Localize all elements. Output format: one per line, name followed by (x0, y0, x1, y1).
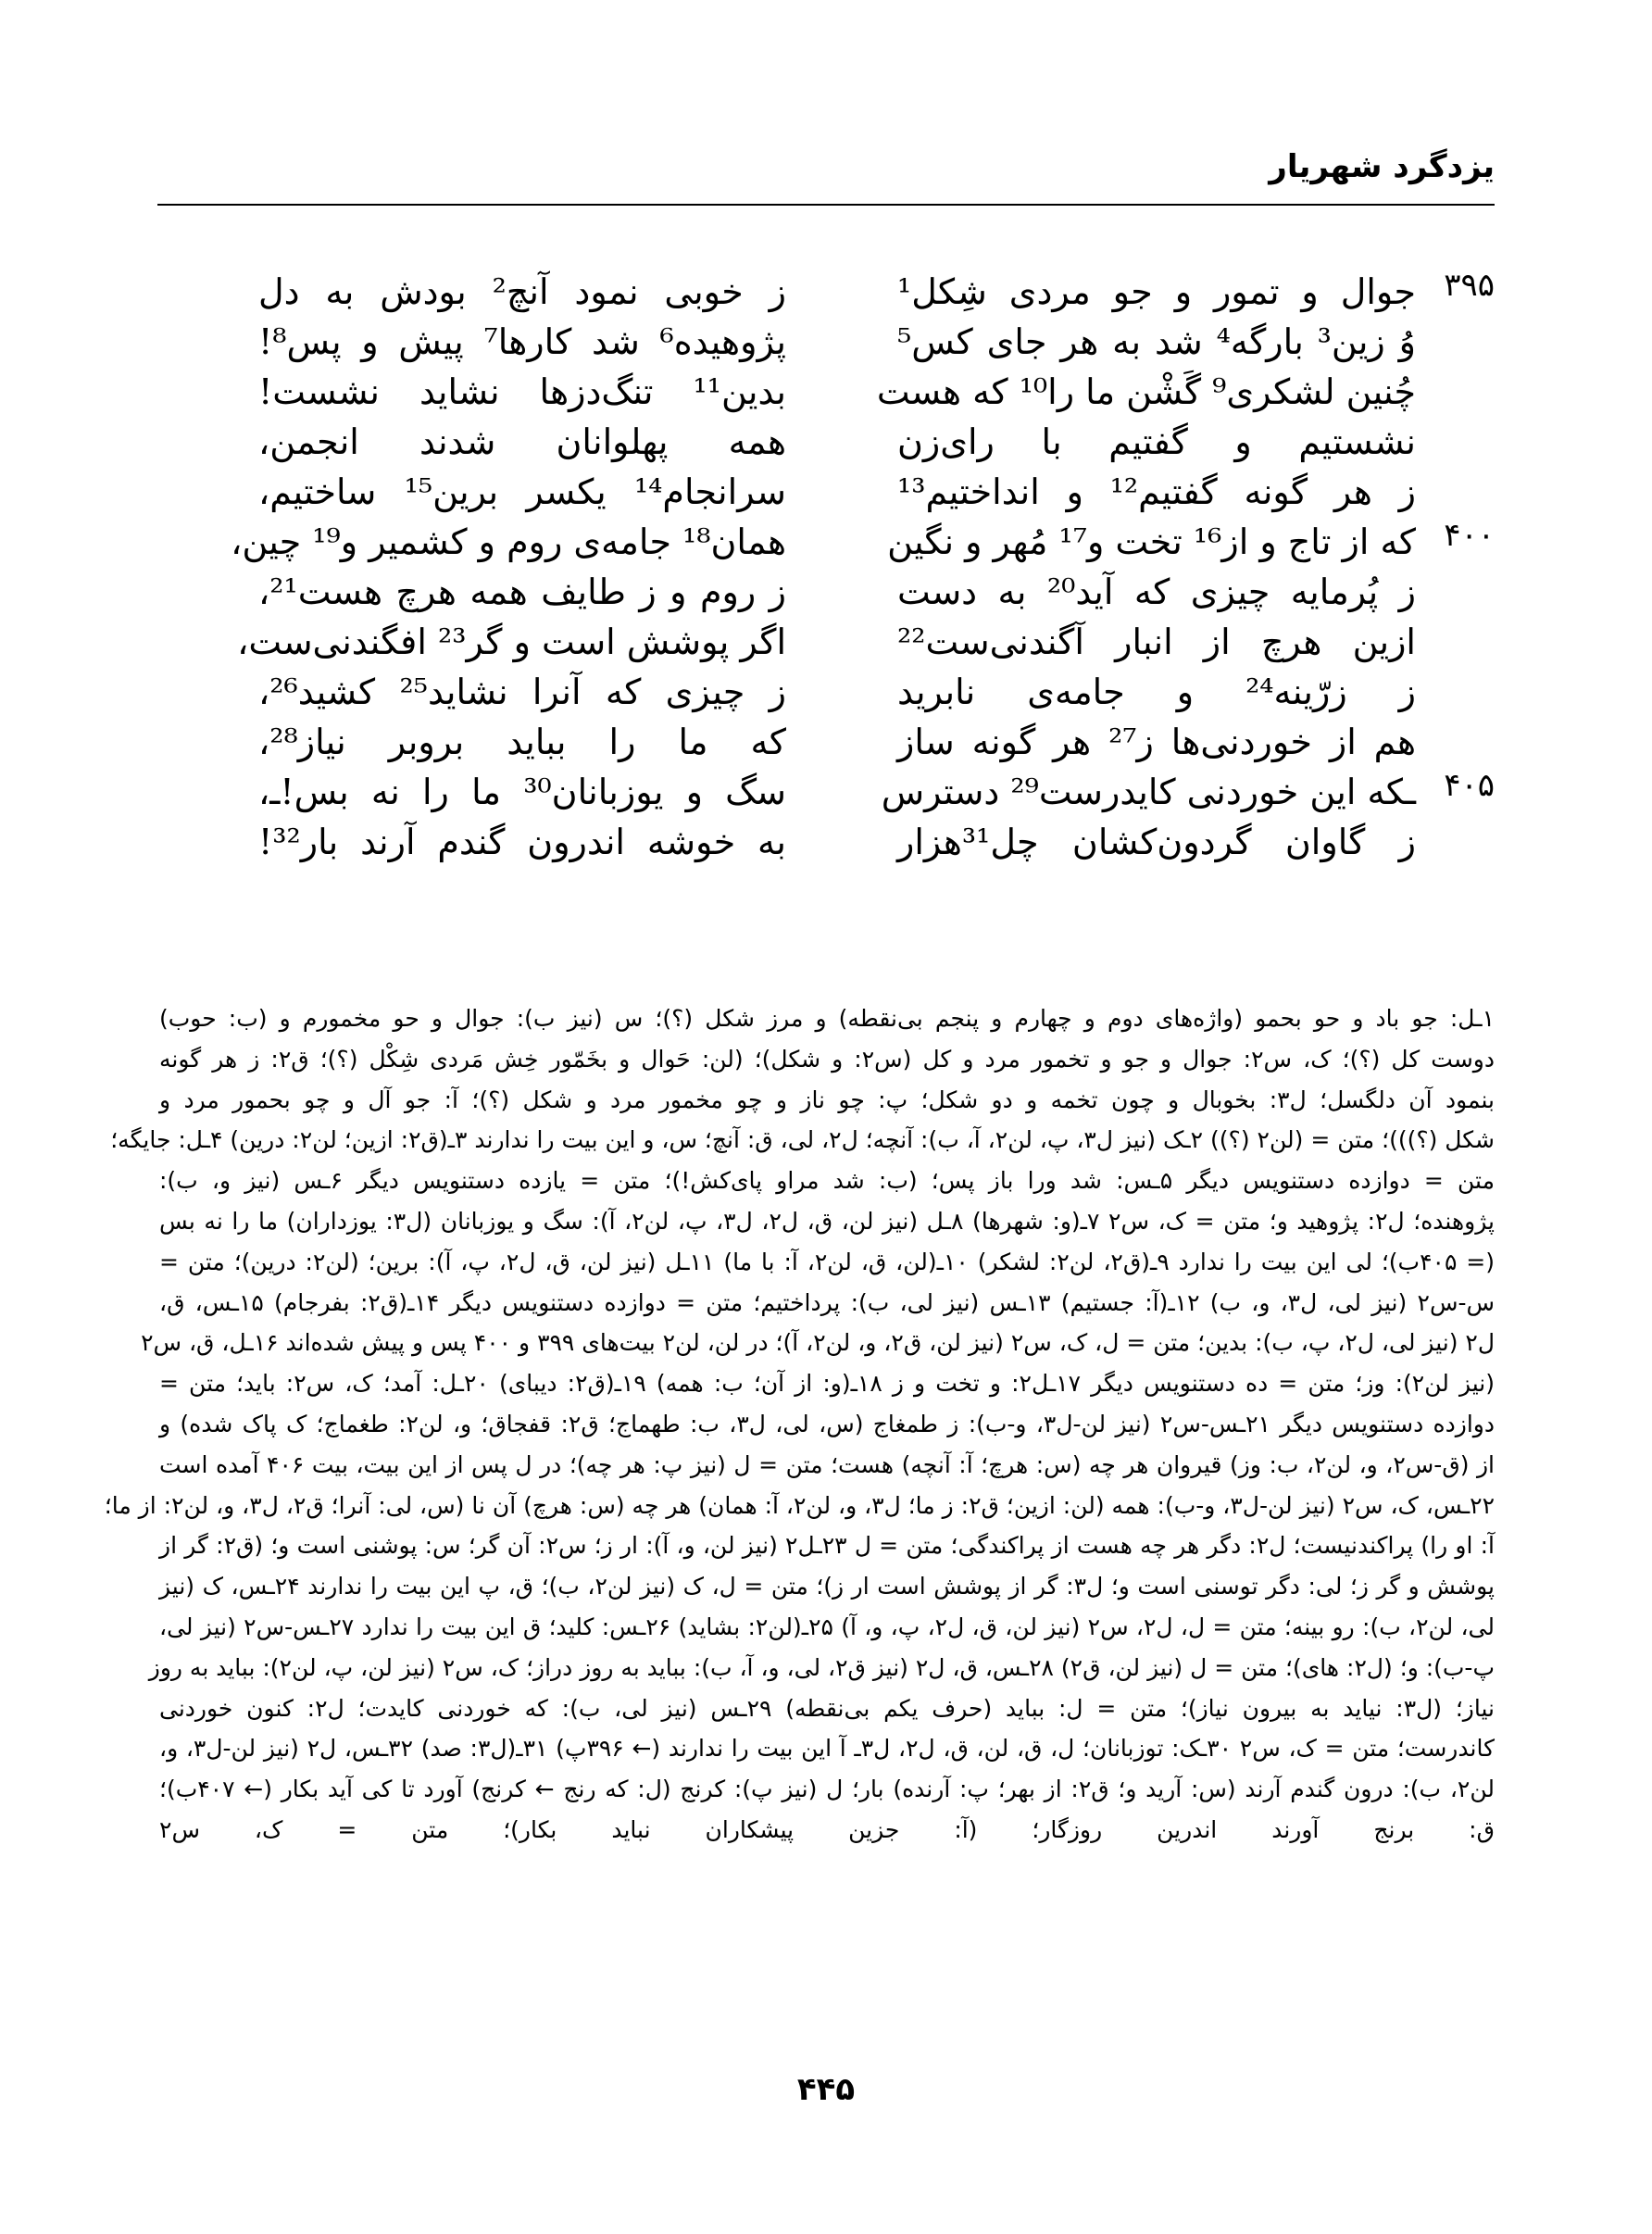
hemistich: نشستیم و گفتیم با رای‌زن (897, 421, 1416, 462)
footnote-line: ق: برنج آورند اندرین روزگار؛ (آ: جزین پیشکاران نباید بکار)؛ متن = ک، س۲ (159, 1815, 1495, 1843)
hemistich: همان¹⁸ جامه‌ی روم و کشمیر و¹⁹ چین، (231, 521, 786, 562)
verse-number: ۴۰۵ (1444, 767, 1495, 804)
page-number: ۴۴۵ (796, 2071, 856, 2108)
hemistich: اگر پوشش است و گر²³ افگندنی‌ست، (237, 621, 786, 662)
footnote-line: متن = دوازده دستنویس دیگر ۵ـس: شد ورا باز پس؛ (ب: شد مراو پای‌کش!)؛ متن = یازده دستنویس دیگر ۶ـس (نیز و، ب): (159, 1167, 1495, 1195)
footnote-line: (نیز لن۲): وز؛ متن = ده دستنویس دیگر ۱۷ـل۲: و تخت و ز ۱۸ـ(و: از آن؛ ب: همه) ۱۹ـ(ق۲: دیبای) ۲۰ـل: آمد؛ ک، س۲: باید؛ متن = (159, 1370, 1495, 1398)
hemistich: جوال و تمور و جو مردی شِکل¹ (897, 271, 1416, 312)
hemistich: وُ زین³ بارگه⁴ شد به هر جای کس⁵ (897, 321, 1416, 362)
footnote-line (159, 1851, 1495, 1891)
footnote-line: کاندرست؛ متن = ک، س۲ ۳۰ـک: توزبانان؛ ل، ق، لن، ق، ل۲، ل۳ـ آ این بیت را ندارند (← ۳۹۶پ) ۳۱ـ(ل۳: صد) ۳۲ـس، ل۲ (نیز لن-ل۳، و، (159, 1735, 1495, 1763)
footnote-line: از (ق-س۲، و، لن۲، ب: وز) قیروان هر چه (س: هرچ؛ آ: آنچه) هست؛ متن = ل (نیز پ: هر چه)؛ در ل پس از این بیت، بیت ۴۰۶ آمده است (159, 1450, 1495, 1478)
footnote-line: ل۲ (نیز لی، ل۲، پ، ب): بدین؛ متن = ل، ک، س۲ (نیز لن، ق۲، و، لن۲، آ)؛ در لن، لن۲ بیت‌های ۳۹۹ و ۴۰۰ پس و پیش شده‌اند ۱۶ـل، ق، س۲ (141, 1329, 1495, 1357)
hemistich: همه پهلوانان شدند انجمن، (258, 421, 786, 462)
hemistich: هم از خوردنی‌ها ز²⁷ هر گونه ساز (897, 722, 1416, 762)
hemistich: ز زرّینه²⁴ و جامه‌ی نابرید (897, 671, 1416, 712)
hemistich: به خوشه اندرون گندم آرند بار³²! (258, 822, 786, 862)
footnote-line: بنمود آن دلگسل؛ ل۳: بخوبال و چون تخمه و دو شکل؛ پ: چو ناز و چو مخمور مرد و شکل (؟)؛ آ: جو آل و چو بحمور مرد و (159, 1086, 1495, 1113)
hemistich: ـکه این خوردنی کایدرست²⁹ دسترس (881, 772, 1416, 812)
footnote-line: س-س۲ (نیز لی، ل۳، و، ب) ۱۲ـ(آ: جستیم) ۱۳ـس (نیز لی، ب): پرداختیم؛ متن = دوازده دستنویس دیگر ۱۴ـ(ق۲: بفرجام) ۱۵ـس، ق، (159, 1288, 1495, 1316)
hemistich: پژوهیده⁶ شد کارها⁷ پیش و پس⁸! (258, 321, 786, 362)
footnote-line: دوازده دستنویس دیگر ۲۱ـس-س۲ (نیز لن-ل۳، و-ب): ز طمغاج (س، لی، ل۳، ب: طهماج؛ ق۲: قفجاق؛ و، لن۲: طغماج؛ ک پاک شده) و (159, 1410, 1496, 1437)
footnote-line: شکل (؟)))؛ متن = (لن۲ (؟)) ۲ـک (نیز ل۳، پ، لن۲، آ، ب): آنچه؛ ل۲، لی، ق: آنچ؛ س، و این بیت را ندارند ۳ـ(ق۲: ازین؛ لن۲: درین) ۴ـل: جایگه؛ (110, 1126, 1495, 1154)
verse-column-left (231, 267, 787, 867)
footnote-line: پژوهنده؛ ل۲: پژوهید و؛ متن = ک، س۲ ۷ـ(و: شهرها) ۸ـل (نیز لن، ق، ل۲، ل۳، پ، لن۲، آ): سگ و یوزبانان (ل۳: یوزداران) ما را نه بس (159, 1207, 1495, 1235)
hemistich: ازین هرچ از انبار آگندنی‌ست²² (897, 621, 1416, 662)
hemistich: سگ و یوزبانان³⁰ ما را نه بس!ـ، (258, 772, 787, 812)
hemistich: ز خوبی نمود آنچ² بودش به دل (258, 271, 786, 312)
verse-number: ۳۹۵ (1444, 267, 1495, 304)
footnote-line: آ: او را) پراکندنیست؛ ل۲: دگر هر چه هست از پراکندگی؛ متن = ل ۲۳ـل۲ (نیز لن، و، آ): ار ز؛ س۲: آن گر؛ س: پوشنی است و؛ (ق۲: گر از (159, 1532, 1495, 1560)
verse-column-right (876, 267, 1417, 867)
hemistich: ز پُرمایه چیزی که آید²⁰ به دست (897, 571, 1417, 612)
footnote-line: لن۲، ب): درون گندم آرند (س: آرید و؛ ق۲: از بهر؛ پ: آرنده) بار؛ ل (نیز پ): کرنج (ل: که رنج ← کرنج) آورد تا کی آید بکار (← ۴۰۷ب)؛ (159, 1776, 1495, 1803)
footnote-line: (= ۴۰۵ب)؛ لی این بیت را ندارد ۹ـ(ق۲، لن۲: لشکر) ۱۰ـ(لن، ق، لن۲، آ: با ما) ۱۱ـل (نیز لن، ق، ل۲، پ، آ): برین؛ (لن۲: درین)؛ متن = (159, 1248, 1496, 1275)
hemistich: که ما را بباید بروبر نیاز²⁸، (258, 722, 786, 762)
footnote-line: پ-ب): و؛ (ل۲: های)؛ متن = ل (نیز لن، ق۲) ۲۸ـس، ق، ل۲ (نیز ق۲، لی، و، آ، ب): بباید به روز دراز؛ ک، س۲ (نیز لن، پ، لن۲): بباید به روز (148, 1653, 1495, 1681)
hemistich: ز گاوان گردون‌کشان چل³¹هزار (897, 822, 1416, 862)
verse-number: ۴۰۰ (1444, 517, 1495, 554)
hemistich: ز روم و ز طایف همه هرچ هست²¹، (258, 571, 786, 612)
hemistich: که از تاج و از¹⁶ تخت و¹⁷ مُهر و نگین (887, 521, 1416, 562)
footnotes-block (104, 998, 1496, 1891)
running-header-title: یزدگرد شهریار (1269, 148, 1495, 185)
hemistich: بدین¹¹ تنگ‌دزها نشاید نشست! (258, 371, 786, 412)
hemistich: چُنین لشکری⁹ گَشْن ما را¹⁰ که هست (876, 371, 1416, 412)
footnote-line: ۱ـل: جو باد و حو بحمو (واژه‌های دوم و چهارم و پنجم بی‌نقطه) و مرز شکل (؟)؛ س (نیز ب): جوال و حو مخمورم و (ب: حوب) (159, 1005, 1495, 1032)
footnote-line: ۲۲ـس، ک، س۲ (نیز لن-ل۳، و-ب): همه (لن: ازین؛ ق۲: ز ما؛ ل۳، و، لن۲، آ: همان) هر چه (س: هرچ) آن نا (س، لی: آنرا؛ ق۲، ل۳، و، لن۲: از ما؛ (104, 1491, 1495, 1519)
footnote-line: پوشش و گر ز؛ لی: دگر توسنی است و؛ ل۳: گر از پوشش است ار ز)؛ متن = ل، ک (نیز لن۲، ب)؛ ق، پ این بیت را ندارند ۲۴ـس، ک (نیز (159, 1573, 1495, 1600)
hemistich: ز چیزی که آنرا نشاید²⁵ کشید²⁶، (258, 671, 786, 712)
footnote-line: دوست کل (؟)؛ ک، س۲: جوال و جو و تخمور مرد و کل (س۲: و شکل)؛ (لن: حَوال و بخَمّور خِش مَردی شِکْل (؟)؛ ق۲: ز هر گونه (159, 1045, 1495, 1073)
footnote-line: نیاز؛ (ل۳: نیاید به بیرون نیاز)؛ متن = ل: بباید (حرف یکم بی‌نقطه) ۲۹ـس (نیز لی، ب): که خوردنی کایدت؛ ل۲: کنون خوردنی (159, 1694, 1495, 1722)
hemistich: ز هر گونه گفتیم¹² و انداختیم¹³ (897, 471, 1416, 512)
header-divider (157, 204, 1495, 206)
hemistich: سرانجام¹⁴ یکسر برین¹⁵ ساختیم، (258, 471, 786, 512)
footnote-line: لی، لن۲، ب): رو بینه؛ متن = ل، ل۲، س۲ (نیز لن، ق، ل۲، پ، و، آ) ۲۵ـ(لن۲: بشاید) ۲۶ـس: کلید؛ ق این بیت را ندارد ۲۷ـس-س۲ (نیز لی، (159, 1613, 1496, 1640)
